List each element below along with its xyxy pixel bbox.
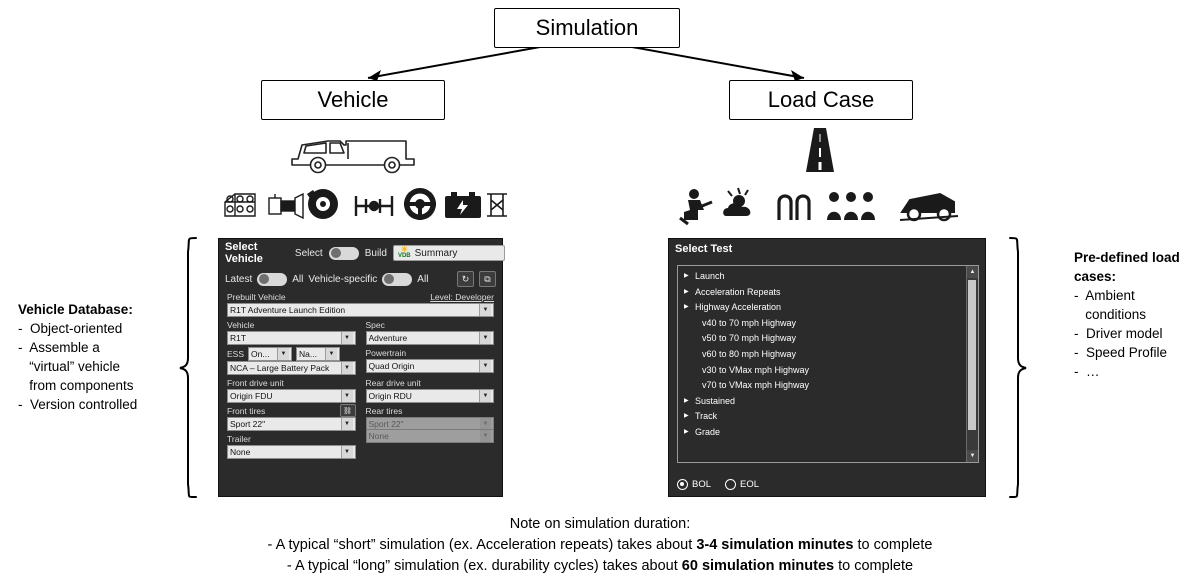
node-load-case-label: Load Case	[767, 87, 875, 112]
select-vehicle-title: Select Vehicle	[225, 241, 263, 265]
vehicle-database-annotation	[18, 300, 208, 414]
list-item[interactable]: ▶ Track	[684, 411, 718, 422]
summary-button-label: Summary	[414, 247, 458, 259]
select-mode-label: Select	[294, 247, 323, 259]
list-item[interactable]: ▶ Highway Acceleration	[684, 302, 782, 313]
load-cases-annotation	[1074, 248, 1200, 381]
powertrain-field-label: Powertrain	[365, 348, 407, 358]
list-item[interactable]: ▶ Grade	[684, 426, 721, 437]
simulation-duration-note	[0, 514, 1200, 577]
test-list-scrollbar[interactable]	[966, 266, 978, 462]
spec-select[interactable]: Adventure ▼	[366, 331, 495, 345]
list-item[interactable]: ▶ Sustained	[684, 395, 736, 406]
prebuilt-vehicle-label: Prebuilt Vehicle	[227, 292, 286, 302]
vehicle-database-heading: Vehicle Database:	[18, 302, 133, 317]
latest-filter-label: Latest	[225, 273, 253, 285]
vehicle-select[interactable]: R1T ▼	[227, 331, 356, 345]
pickup-truck-illustration	[292, 141, 414, 173]
annotation-bullet: - Version controlled	[18, 397, 138, 412]
note-line-long: - A typical “long” simulation (ex. durability cycles) takes about 60 simulation minutes to complete	[286, 558, 914, 574]
refresh-icon[interactable]: ↻	[457, 271, 474, 287]
annotation-bullet: - Object-oriented	[18, 321, 123, 336]
select-test-title: Select Test	[675, 243, 733, 255]
node-simulation	[494, 8, 680, 48]
radio-bol[interactable]: BOL	[677, 479, 711, 490]
all-filter-label-1: All	[292, 273, 304, 285]
summary-button[interactable]	[393, 245, 505, 261]
note-title: Note on simulation duration:	[509, 516, 691, 532]
level-developer-link[interactable]: Level: Developer	[430, 292, 494, 302]
list-item[interactable]: v60 to 80 mph Highway	[702, 348, 797, 359]
trailer-secondary-select: None ▼	[366, 429, 495, 443]
bol-eol-radio-group	[677, 479, 759, 490]
trailer-select[interactable]: None ▼	[227, 445, 356, 459]
rear-tires-select: Sport 22" ▼	[366, 417, 495, 431]
select-vehicle-panel	[218, 238, 503, 497]
build-mode-label: Build	[364, 247, 387, 259]
annotation-bullet: - Assemble a	[18, 340, 100, 355]
long-duration-value: 60 simulation minutes	[681, 558, 835, 574]
powertrain-select[interactable]: Quad Origin ▼	[366, 359, 495, 373]
latest-all-toggle[interactable]	[257, 273, 287, 286]
annotation-bullet: - Ambient	[1074, 288, 1135, 303]
ess-field-label: ESS	[227, 349, 245, 359]
vehicle-specific-label: Vehicle-specific	[308, 273, 378, 285]
rear-drive-unit-select[interactable]: Origin RDU ▼	[366, 389, 495, 403]
spec-field-label: Spec	[365, 320, 385, 330]
node-load-case	[729, 80, 913, 120]
load-cases-heading-line2: cases:	[1074, 269, 1117, 284]
scroll-down-arrow[interactable]: ▼	[967, 450, 978, 462]
front-drive-unit-select[interactable]: Origin FDU ▼	[227, 389, 356, 403]
ess-option-2-select[interactable]: Na... ▼	[296, 347, 340, 361]
annotation-bullet: conditions	[1074, 307, 1147, 322]
all-filter-label-2: All	[417, 273, 429, 285]
vehicle-component-icons	[225, 188, 507, 220]
vehicle-specific-all-toggle[interactable]	[382, 273, 412, 286]
note-line-short: - A typical “short” simulation (ex. Acceleration repeats) takes about 3-4 simulation minutes to complete	[267, 537, 933, 553]
front-drive-unit-label: Front drive unit	[227, 378, 284, 388]
road-illustration	[806, 128, 834, 172]
prebuilt-vehicle-select[interactable]: R1T Adventure Launch Edition ▼	[227, 303, 494, 317]
list-item[interactable]: v40 to 70 mph Highway	[702, 317, 797, 328]
trailer-label: Trailer	[227, 434, 251, 444]
list-item[interactable]: v30 to VMax mph Highway	[702, 364, 810, 375]
annotation-bullet: “virtual” vehicle	[18, 359, 121, 374]
list-item[interactable]: v50 to 70 mph Highway	[702, 333, 797, 344]
front-tires-label: Front tires	[227, 406, 266, 416]
node-simulation-label: Simulation	[535, 15, 639, 40]
ess-select[interactable]: NCA – Large Battery Pack ▼	[227, 361, 356, 375]
load-component-icons	[680, 188, 958, 224]
annotation-bullet: - Driver model	[1074, 326, 1163, 341]
front-tires-select[interactable]: Sport 22" ▼	[227, 417, 356, 431]
select-test-panel	[668, 238, 986, 497]
node-vehicle	[261, 80, 445, 120]
list-item[interactable]: v70 to VMax mph Highway	[702, 380, 810, 391]
annotation-bullet: - Speed Profile	[1074, 345, 1168, 360]
link-tires-icon[interactable]: ⛓	[340, 404, 356, 417]
rear-drive-unit-label: Rear drive unit	[365, 378, 421, 388]
test-list[interactable]	[677, 265, 979, 463]
node-vehicle-label: Vehicle	[317, 87, 389, 112]
vehicle-field-label: Vehicle	[227, 320, 255, 330]
annotation-bullet: from components	[18, 378, 134, 393]
rear-tires-label: Rear tires	[365, 406, 403, 416]
test-list-items	[678, 266, 978, 441]
vdb-icon: ☀ VDB	[397, 245, 411, 259]
ess-option-1-select[interactable]: On... ▼	[248, 347, 292, 361]
list-item[interactable]: ▶ Launch	[684, 271, 725, 281]
select-build-toggle[interactable]	[329, 247, 359, 260]
scrollbar-thumb[interactable]	[968, 280, 976, 430]
annotation-bullet: - …	[1074, 364, 1100, 379]
scroll-up-arrow[interactable]: ▲	[967, 266, 978, 278]
open-external-icon[interactable]: ⧉	[479, 271, 496, 287]
list-item[interactable]: ▶ Acceleration Repeats	[684, 286, 781, 297]
load-cases-heading-line1: Pre-defined load	[1074, 250, 1180, 265]
short-duration-value: 3-4 simulation minutes	[696, 537, 854, 553]
radio-eol[interactable]: EOL	[725, 479, 759, 490]
